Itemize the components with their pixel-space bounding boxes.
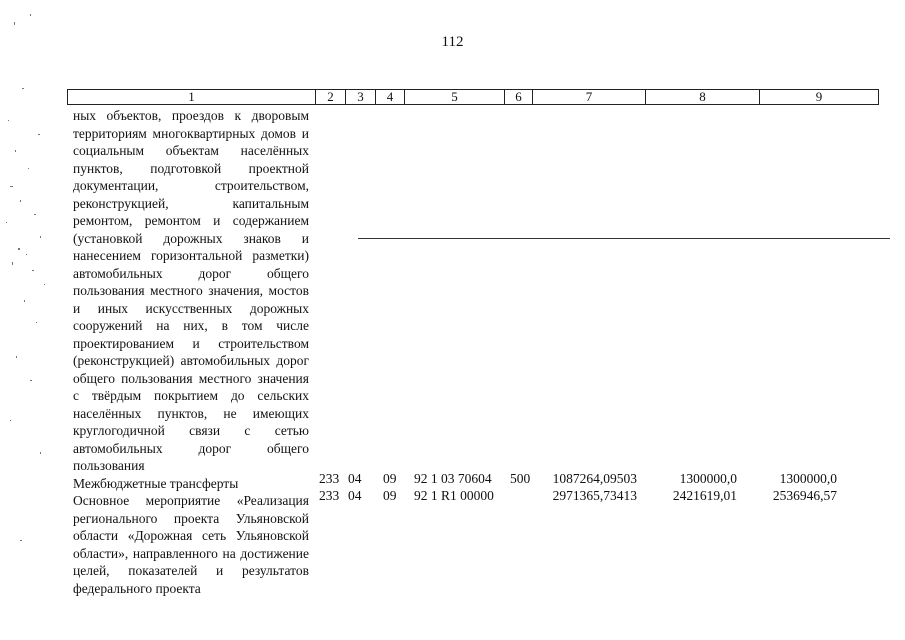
description-text-1: ных объектов, проездов к дворовым территориям многоквартирных домов и социальным объектам населённых пунктов, подготовкой проектной документации, строительством, реконструкцией, капитальным ремонтом, ремонтом и содержанием (установкой дорожных знаков и нанесением горизонтальной разметки) автомобильных дорог общего пользования местного значения, мостов и иных искусственных дорожных сооружений на них, в том числе проектированием и строительством (реконструкцией) автомобильных дорог общего пользования местного значения с твёрдым покрытием до сельских населённых пунктов, не имеющих круглогодичной связи с сетью автомобильных дорог общего пользования	[73, 108, 309, 473]
header-col-5: 5	[404, 90, 504, 104]
cell-target-article: 92 1 R1 00000	[414, 488, 494, 503]
cell-amount-2: 1300000,0	[679, 471, 737, 486]
cell-ministry: 233	[319, 471, 340, 486]
cell-section: 04	[348, 488, 362, 503]
description-text-3: Основное мероприятие «Реализация регионального проекта Ульяновской области «Дорожная сеть Ульяновской области», направленного на достижение целей, показателей и результатов федерального проекта	[73, 493, 309, 596]
header-col-3: 3	[345, 90, 375, 104]
cell-amount-3: 2536946,57	[772, 488, 837, 503]
header-col-9: 9	[759, 90, 878, 104]
description-text-2: Межбюджетные трансферты	[73, 475, 239, 491]
cell-subsection: 09	[383, 471, 397, 486]
table-header-row	[67, 89, 879, 105]
cell-target-article: 92 1 03 70604	[414, 471, 492, 486]
scan-noise-margin	[0, 0, 60, 640]
cell-amount-1: 2971365,73413	[552, 488, 637, 503]
cell-expense-type: 500	[510, 471, 531, 486]
description-column	[73, 107, 309, 597]
cell-amount-3: 1300000,0	[779, 471, 837, 486]
header-col-8: 8	[645, 90, 759, 104]
header-col-6: 6	[504, 90, 532, 104]
header-col-7: 7	[532, 90, 645, 104]
header-col-1: 1	[188, 89, 195, 104]
header-col-2: 2	[315, 90, 345, 104]
cell-section: 04	[348, 471, 362, 486]
page-number: 112	[441, 34, 464, 50]
cell-amount-1: 1087264,09503	[552, 471, 637, 486]
cell-ministry: 233	[319, 488, 340, 503]
header-col-4: 4	[375, 90, 404, 104]
cell-subsection: 09	[383, 488, 397, 503]
scan-divider-line	[358, 238, 890, 239]
cell-amount-2: 2421619,01	[672, 488, 737, 503]
